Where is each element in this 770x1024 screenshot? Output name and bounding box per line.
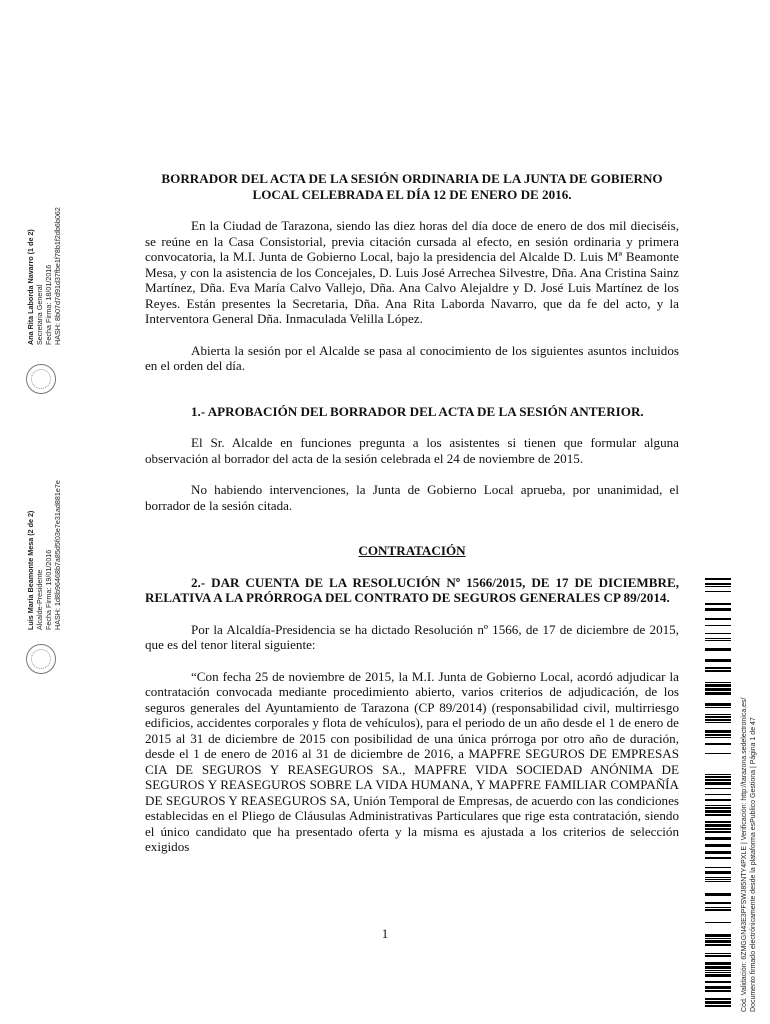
- signer-role: Secretaria General: [35, 284, 44, 345]
- item2-paragraph-1: Por la Alcaldía-Presidencia se ha dictado Resolución nº 1566, de 17 de diciembre de 2015, que es del tenor literal siguiente:: [145, 621, 679, 652]
- section-heading: CONTRATACIÓN: [358, 543, 466, 558]
- signer-name: Ana Rita Laborda Navarro (1 de 2): [26, 229, 35, 345]
- signature-date: Fecha Firma: 18/01/2016: [44, 264, 53, 345]
- document-body: [145, 171, 679, 855]
- signature-date: Fecha Firma: 19/01/2016: [44, 549, 53, 630]
- signature-block-2: [6, 480, 70, 700]
- verification-text: [740, 697, 758, 1012]
- item1-heading: 1.- APROBACIÓN DEL BORRADOR DEL ACTA DE LA SESIÓN ANTERIOR.: [191, 403, 644, 419]
- page-number: 1: [381, 926, 389, 941]
- seal-icon: [26, 644, 56, 674]
- document-title: BORRADOR DEL ACTA DE LA SESIÓN ORDINARIA DE LA JUNTA DE GOBIERNO LOCAL CELEBRADA EL DÍA 12 DE ENERO DE 2016.: [161, 171, 663, 202]
- seal-icon: [26, 364, 56, 394]
- opening-paragraph: Abierta la sesión por el Alcalde se pasa al conocimiento de los siguientes asuntos incluidos en el orden del día.: [145, 342, 679, 373]
- barcode-icon: [705, 578, 731, 1016]
- signature-text-1: [26, 185, 62, 345]
- item1-paragraph-2: No habiendo intervenciones, la Junta de Gobierno Local aprueba, por unanimidad, el borrador de la sesión citada.: [145, 482, 679, 513]
- verification-platform: Documento firmado electrónicamente desde la plataforma esPublico Gestiona | Página 1 de 47: [750, 717, 757, 1012]
- signature-hash: HASH: 8b07d7d91d37fbe1f78b1f2db6b062: [53, 207, 62, 345]
- item1-paragraph-1: El Sr. Alcalde en funciones pregunta a los asistentes si tienen que formular alguna observación al borrador del acta de la sesión celebrada el 24 de noviembre de 2015.: [145, 435, 679, 466]
- item2-quote: “Con fecha 25 de noviembre de 2015, la M.I. Junta de Gobierno Local, acordó adjudicar la contratación convocada mediante procedimiento abierto, varios criterios de adjudicación, de los seguros generales del Ayuntamiento de Tarazona (CP 89/2014) (responsabilidad civil, multirriesgo edificios, accidentes corporales y flota de vehículos), para el periodo de un año desde el 1 de enero de 2015 al 31 de diciembre de 2015 con posibilidad de una única prórroga por otro año de duración, desde el 1 de enero de 2016 al 31 de diciembre de 2016, a MAPFRE SEGUROS DE EMPRESAS CIA DE SEGUROS Y REASEGUROS SA., MAPFRE VIDA SOCIEDAD ANÓNIMA DE SEGUROS Y REASEGUROS SOBRE LA VIDA HUMANA, Y MAPFRE FAMILIAR COMPAÑÍA DE SEGUROS Y REASEGUROS SA, Unión Temporal de Empresas, de acuerdo con las condiciones establecidas en el Pliego de Cláusulas Administrativas Particulares que rige esta contratación, siendo el único candidato que ha presentado oferta y la misma es ajustada a los criterios de selección exigidos: [145, 668, 679, 854]
- verification-code: Cód. Validación: 6ZMGGN43E3PFSWJ85NTY4PXLE | Verificación: http://tarazona.sedelectronica.es/: [741, 697, 748, 1012]
- item2-heading: 2.- DAR CUENTA DE LA RESOLUCIÓN Nº 1566/2015, DE 17 DE DICIEMBRE, RELATIVA A LA PRÓRROGA DEL CONTRATO DE SEGUROS GENERALES CP 89/2014.: [145, 574, 679, 605]
- signature-text-2: [26, 460, 62, 630]
- signer-name: Luis María Beamonte Mesa (2 de 2): [26, 510, 35, 630]
- intro-paragraph: En la Ciudad de Tarazona, siendo las diez horas del día doce de enero de dos mil dieciséis, se reúne en la Casa Consistorial, previa citación cursada al efecto, en sesión ordinaria y primera convocatoria, la M.I. Junta de Gobierno Local, bajo la presidencia del Alcalde D. Luis Mª Beamonte Mesa, y con la asistencia de los Concejales, D. Luis José Arrechea Silvestre, Dña. Ana Cristina Sainz Martínez, Dña. Eva María Calvo Vallejo, Dña. Ana Calvo Alejaldre y D. José Luis Martínez de los Reyes. Están presentes la Secretaria, Dña. Ana Rita Laborda Navarro, que da fe del acto, y la Interventora General Dña. Inmaculada Velilla López.: [145, 218, 679, 326]
- signer-role: Alcalde-Presidente: [35, 569, 44, 630]
- signature-block-1: [6, 190, 70, 420]
- signature-hash: HASH: 1d8b96468b7a85d5f03e7e31ad881e7e: [53, 480, 62, 630]
